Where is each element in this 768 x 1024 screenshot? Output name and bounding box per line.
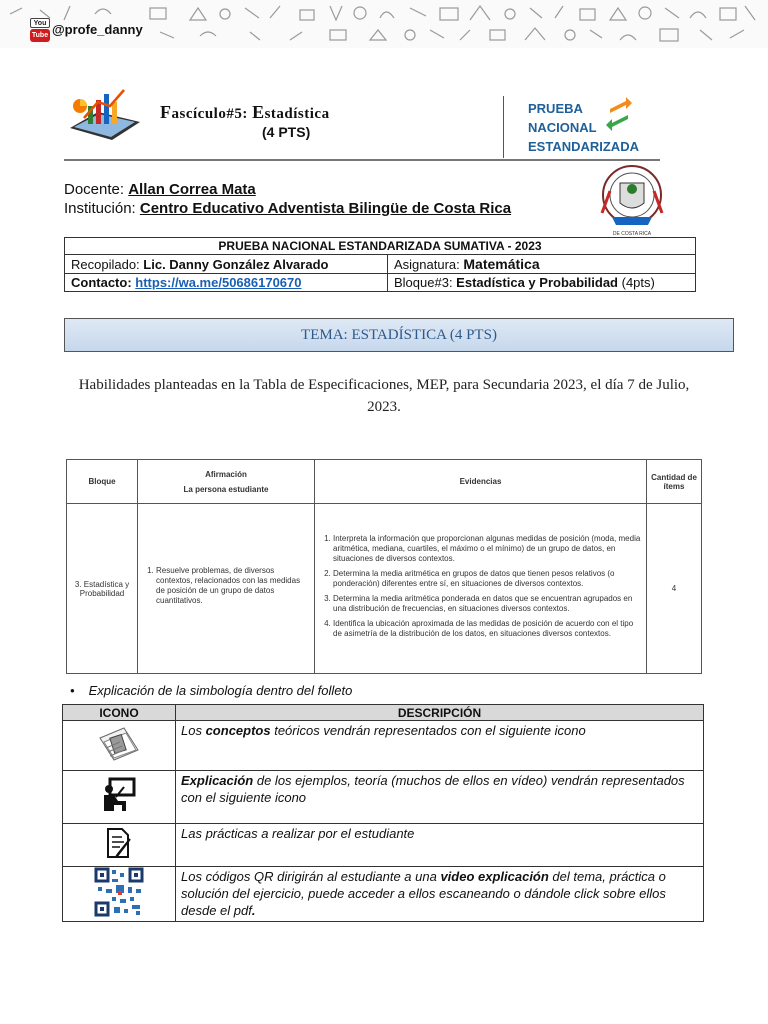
specs-header-cantidad: Cantidad de ítems [647, 460, 702, 504]
seal-text: DE COSTA RICA [612, 231, 652, 237]
tema-banner: TEMA: ESTADÍSTICA (4 PTS) [64, 318, 734, 352]
specs-bloque-cell: 3. Estadística y Probabilidad [67, 504, 138, 674]
concept-papers-icon [94, 722, 144, 766]
bullet-dot-icon: • [70, 683, 75, 698]
explanation-description: Explicación de los ejemplos, teoría (muchos de ellos en vídeo) vendrán representados con el siguiente icono [176, 771, 704, 824]
header-divider [503, 96, 504, 158]
institucion-name: Centro Educativo Adventista Bilingüe de Costa Rica [139, 200, 512, 217]
docente-block [64, 180, 511, 218]
simbologia-bullet [70, 683, 352, 698]
bloque-value: Estadística y Probabilidad [456, 275, 618, 290]
explanation-icon-cell [63, 771, 176, 824]
evidencia-item: 2. Determina la media aritmética en grupos de datos que tienen pesos relativos (o ponderación) diferentes entre sí, en situaciones de diversos contextos. [333, 569, 642, 589]
school-seal-icon [600, 163, 664, 237]
pne-line2: NACIONAL [528, 120, 597, 135]
practice-icon-cell [63, 824, 176, 867]
specs-afirmacion-cell [138, 504, 315, 674]
qr-code-icon [94, 867, 144, 917]
pne-line1: PRUEBA [528, 101, 583, 116]
icons-header-icono: ICONO [63, 705, 176, 721]
specs-header-afirmacion: Afirmación La persona estudiante [138, 460, 315, 504]
icons-header-descripcion: DESCRIPCIÓN [176, 705, 704, 721]
docente-name: Allan Correa Mata [128, 181, 256, 198]
afirmacion-item: 1. Resuelve problemas, de diversos contextos, relacionados con las medidas de posición de un grupo de datos cuantitativos. [156, 566, 310, 606]
specs-header-bloque: Bloque [67, 460, 138, 504]
youtube-logo-top: You [30, 18, 50, 28]
info-table [64, 237, 696, 292]
evidencia-item: 4. Identifica la ubicación aproximada de las medidas de posición de acuerdo con el tipo de asimetría de la distribución de los datos, en situaciones diversos contextos. [333, 619, 642, 639]
bloque-cell: Bloque#3: Estadística y Probabilidad (4pts) [388, 274, 696, 292]
contacto-cell: Contacto: https://wa.me/50686170670 [65, 274, 388, 292]
evidencia-item: 3. Determina la media aritmética ponderada en datos que se encuentran agrupados en una distribución de frecuencias, en situaciones diversos contextos. [333, 594, 642, 614]
youtube-logo-bottom: Tube [30, 29, 50, 42]
icons-table [62, 704, 704, 922]
bullet-text: Explicación de la simbología dentro del folleto [88, 683, 353, 698]
title-points: (4 PTS) [262, 124, 311, 140]
specs-header-evidencias: Evidencias [315, 460, 647, 504]
practice-document-icon [104, 827, 134, 859]
recopilado-value: Lic. Danny González Alvarado [143, 256, 329, 272]
qr-icon-cell [63, 867, 176, 922]
contact-link[interactable]: https://wa.me/50686170670 [135, 275, 302, 290]
recopilado-cell: Recopilado: Lic. Danny González Alvarado [65, 255, 388, 274]
info-heading: PRUEBA NACIONAL ESTANDARIZADA SUMATIVA - 2023 [65, 238, 696, 255]
specs-evidencias-cell [315, 504, 647, 674]
youtube-logo [30, 18, 50, 42]
youtube-handle: @profe_danny [52, 22, 143, 37]
specs-cantidad-cell: 4 [647, 504, 702, 674]
concept-description: Los conceptos teóricos vendrán representados con el siguiente icono [176, 721, 704, 771]
teacher-board-icon [102, 777, 136, 813]
asignatura-cell: Asignatura: Matemática [388, 255, 696, 274]
qr-description: Los códigos QR dirigirán al estudiante a una video explicación del tema, práctica o solución del ejercicio, puede acceder a ellos escaneando o dándole click sobre ellos desde el pdf. [176, 867, 704, 922]
page-title: Fascículo#5: Estadística [160, 102, 330, 122]
pne-line3: ESTANDARIZADA [528, 139, 639, 154]
concept-icon-cell [63, 721, 176, 771]
docente-line: Docente: Allan Correa Mata [64, 181, 256, 198]
header-rule [64, 159, 660, 161]
specs-table [66, 459, 702, 674]
tablet-chart-icon [66, 88, 142, 146]
evidencia-item: 1. Interpreta la información que proporcionan algunas medidas de posición (moda, media aritmética, mediana, cuartiles, el máximo o el mínimo) de un grupo de datos, en situaciones de diversos contextos. [333, 534, 642, 564]
practice-description: Las prácticas a realizar por el estudiante [176, 824, 704, 867]
pne-arrows-icon [606, 97, 632, 131]
habilidades-text: Habilidades planteadas en la Tabla de Especificaciones, MEP, para Secundaria 2023, el día 7 de Julio, 2023. [78, 377, 690, 415]
asignatura-value: Matemática [463, 256, 540, 272]
institucion-line: Institución: Centro Educativo Adventista Bilingüe de Costa Rica [64, 200, 512, 217]
